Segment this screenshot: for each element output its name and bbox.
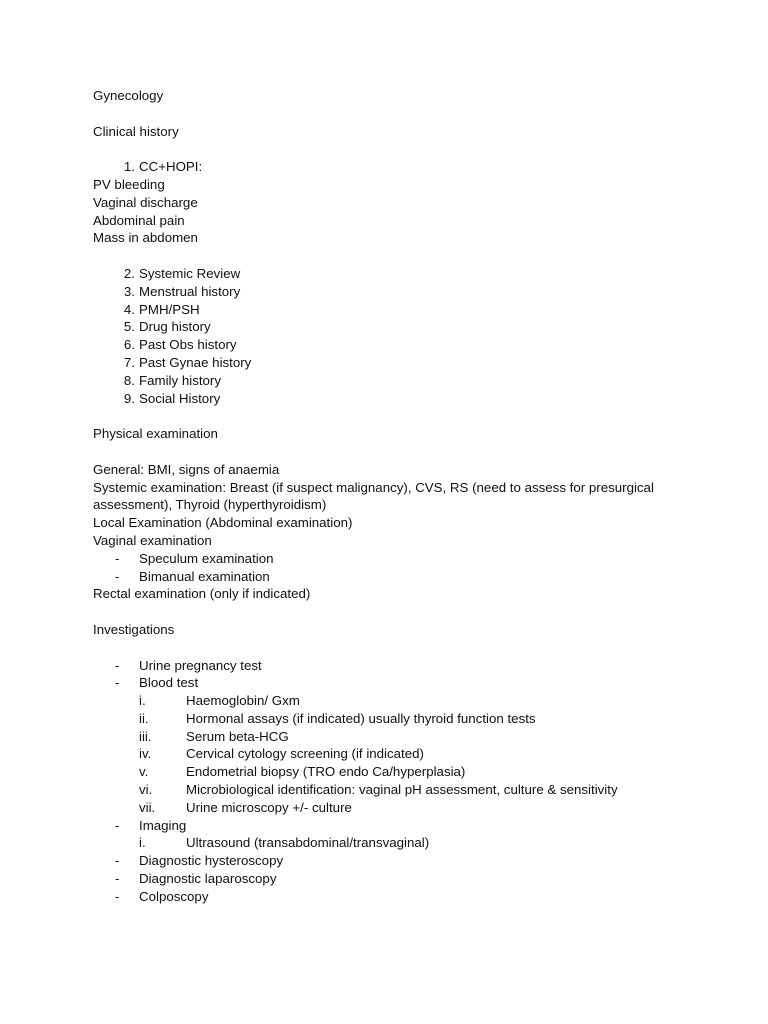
list-marker: -	[115, 871, 120, 887]
sub-list-item	[93, 710, 713, 728]
sub-list-item	[93, 745, 713, 763]
list-item	[93, 390, 713, 408]
list-item	[93, 158, 713, 176]
list-item-text: Urine microscopy +/- culture	[186, 799, 352, 815]
list-item-text: Microbiological identification: vaginal pH assessment, culture & sensitivity	[186, 782, 618, 798]
list-marker: 9.	[123, 390, 135, 406]
list-marker: 3.	[123, 283, 135, 299]
list-item-text: CC+HOPI:	[139, 159, 203, 175]
list-item	[93, 888, 713, 906]
general-examination: General: BMI, signs of anaemia	[93, 461, 280, 477]
list-item-text: Ultrasound (transabdominal/transvaginal)	[186, 835, 430, 851]
list-marker: iv.	[139, 746, 152, 762]
list-marker: vii.	[139, 799, 156, 815]
list-item-text: Bimanual examination	[139, 568, 270, 584]
document-title: Gynecology	[93, 88, 164, 103]
complaint-item: Vaginal discharge	[93, 194, 198, 210]
complaint-item: Mass in abdomen	[93, 230, 198, 246]
list-item-text: Colposcopy	[139, 888, 209, 904]
list-item-text: Past Gynae history	[139, 354, 252, 370]
list-item-text: Serum beta-HCG	[186, 728, 289, 744]
list-marker: -	[115, 568, 120, 584]
list-item	[93, 318, 713, 336]
sub-list-item	[93, 834, 713, 852]
list-marker: i.	[139, 835, 146, 851]
sub-list-item	[93, 781, 713, 799]
list-marker: i.	[139, 693, 146, 709]
list-marker: vi.	[139, 782, 153, 798]
list-item-text: Speculum examination	[139, 550, 274, 566]
systemic-examination: Systemic examination: Breast (if suspect malignancy), CVS, RS (need to assess for presurgical assessment), Thyroid (hyperthyroidism)	[93, 479, 654, 513]
list-marker: 5.	[123, 319, 135, 335]
list-item-text: Diagnostic laparoscopy	[139, 871, 277, 887]
list-item	[93, 568, 713, 586]
list-item	[93, 283, 713, 301]
clinical-history-heading: Clinical history	[93, 123, 179, 139]
physical-examination-heading: Physical examination	[93, 426, 218, 442]
list-marker: -	[115, 817, 120, 833]
list-item	[93, 336, 713, 354]
list-item-text: Blood test	[139, 675, 199, 691]
list-item	[93, 870, 713, 888]
list-marker: 6.	[123, 337, 135, 353]
list-item-text: Urine pregnancy test	[139, 657, 262, 673]
list-item	[93, 301, 713, 319]
list-item	[93, 817, 713, 835]
list-marker: 1.	[123, 159, 135, 175]
list-marker: v.	[139, 764, 149, 780]
list-item-text: Haemoglobin/ Gxm	[186, 693, 300, 709]
list-marker: -	[115, 675, 120, 691]
list-item	[93, 674, 713, 692]
list-item-text: Systemic Review	[139, 265, 241, 281]
list-marker: 8.	[123, 372, 135, 388]
list-item	[93, 852, 713, 870]
list-item-text: Endometrial biopsy (TRO endo Ca/hyperplasia)	[186, 764, 466, 780]
list-item-text: Family history	[139, 372, 222, 388]
rectal-examination: Rectal examination (only if indicated)	[93, 586, 311, 602]
list-item-text: Drug history	[139, 319, 211, 335]
list-item-text: Social History	[139, 390, 221, 406]
list-marker: 7.	[123, 354, 135, 370]
list-marker: iii.	[139, 728, 152, 744]
complaint-item: PV bleeding	[93, 176, 165, 192]
local-examination: Local Examination (Abdominal examination)	[93, 515, 353, 531]
list-item-text: PMH/PSH	[139, 301, 200, 317]
list-marker: -	[115, 888, 120, 904]
document-body	[93, 87, 713, 906]
vaginal-examination: Vaginal examination	[93, 532, 212, 548]
list-item	[93, 354, 713, 372]
investigations-heading: Investigations	[93, 621, 175, 637]
sub-list-item	[93, 763, 713, 781]
list-marker: 2.	[123, 265, 135, 281]
list-item-text: Menstrual history	[139, 283, 241, 299]
list-marker: -	[115, 657, 120, 673]
list-marker: -	[115, 550, 120, 566]
sub-list-item	[93, 692, 713, 710]
list-item-text: Imaging	[139, 817, 187, 833]
list-item-text: Cervical cytology screening (if indicated)	[186, 746, 424, 762]
sub-list-item	[93, 728, 713, 746]
list-item	[93, 372, 713, 390]
list-item-text: Hormonal assays (if indicated) usually thyroid function tests	[186, 710, 536, 726]
list-item	[93, 265, 713, 283]
list-item	[93, 657, 713, 675]
list-marker: ii.	[139, 710, 149, 726]
list-marker: -	[115, 853, 120, 869]
list-item	[93, 550, 713, 568]
complaint-item: Abdominal pain	[93, 212, 185, 228]
list-item-text: Diagnostic hysteroscopy	[139, 853, 284, 869]
sub-list-item	[93, 799, 713, 817]
list-marker: 4.	[123, 301, 135, 317]
list-item-text: Past Obs history	[139, 337, 237, 353]
